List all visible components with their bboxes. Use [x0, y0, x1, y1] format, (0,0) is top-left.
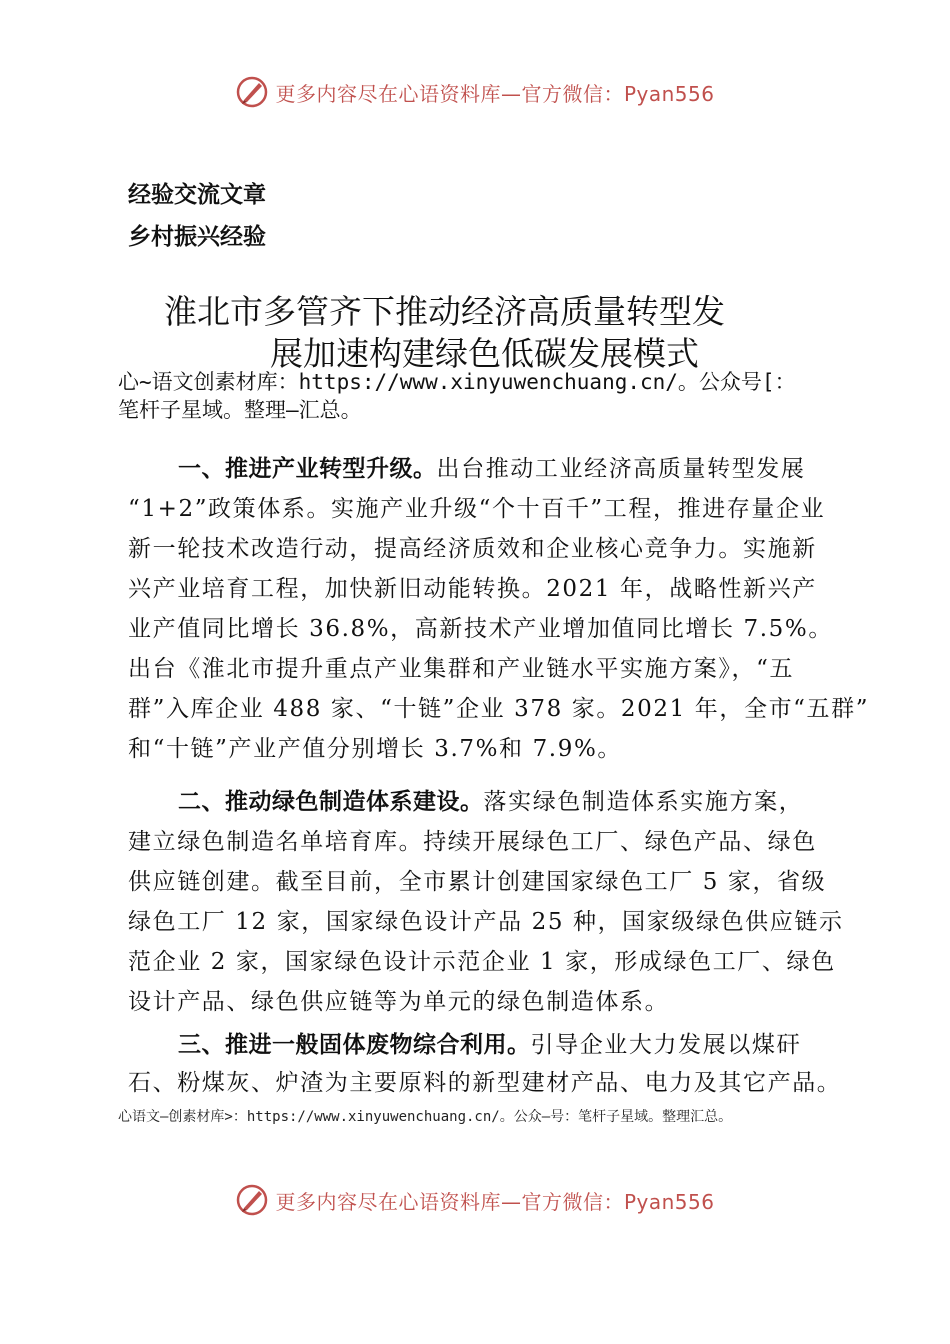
banner-text: 更多内容尽在心语资料库—官方微信：Pyan556 — [275, 1189, 715, 1214]
paragraph-line: 供应链创建。截至目前，全市累计创建国家绿色工厂 5 家，省级 — [128, 869, 827, 895]
section-heading: 二、推动绿色制造体系建设。 — [178, 789, 484, 815]
paragraph-line: “1+2”政策体系。实施产业升级“个十百千”工程，推进存量企业 — [128, 496, 826, 522]
header-banner — [0, 72, 950, 112]
paragraph-line: 和“十链”产业产值分别增长 3.7%和 7.9%。 — [128, 736, 623, 762]
paragraph-line: 建立绿色制造名单培育库。持续开展绿色工厂、绿色产品、绿色 — [128, 829, 817, 855]
paragraph-line: 新一轮技术改造行动，提高经济质效和企业核心竞争力。实施新 — [128, 536, 817, 562]
banner-text: 更多内容尽在心语资料库—官方微信：Pyan556 — [275, 81, 715, 106]
section-heading: 一、推进产业转型升级。 — [178, 456, 437, 482]
source-line-2: 笔杆子星域。整理—汇总。 — [118, 398, 362, 422]
category-label: 经验交流文章 — [128, 182, 266, 208]
paragraph-line: 出台《淮北市提升重点产业集群和产业链水平实施方案》，“五 — [128, 656, 795, 682]
page-title-line-1: 淮北市多管齐下推动经济高质量转型发 — [164, 292, 725, 331]
paragraph-line: 二、推动绿色制造体系建设。落实绿色制造体系实施方案， — [178, 789, 804, 815]
quill-icon — [235, 75, 269, 109]
paragraph-line: 兴产业培育工程，加快新旧动能转换。2021 年，战略性新兴产 — [128, 576, 817, 602]
paragraph-line: 石、粉煤灰、炉渣为主要原料的新型建材产品、电力及其它产品。 — [128, 1070, 842, 1096]
footer-source-line: 心语文—创素材库>：https://www.xinyuwenchuang.cn/。公众—号：笔杆子星域。整理汇总。 — [118, 1109, 733, 1125]
page-title-line-2: 展加速构建绿色低碳发展模式 — [270, 334, 699, 373]
paragraph-line: 一、推进产业转型升级。出台推动工业经济高质量转型发展 — [178, 456, 806, 482]
source-line-1: 心~语文创素材库：https://www.xinyuwenchuang.cn/。公众号[： — [118, 370, 796, 394]
paragraph-line: 绿色工厂 12 家，国家绿色设计产品 25 种，国家级绿色供应链示 — [128, 909, 844, 935]
footer-banner — [0, 1180, 950, 1220]
quill-icon — [235, 1183, 269, 1217]
paragraph-line: 业产值同比增长 36.8%，高新技术产业增加值同比增长 7.5%。 — [128, 616, 833, 642]
paragraph-line: 范企业 2 家，国家绿色设计示范企业 1 家，形成绿色工厂、绿色 — [128, 949, 836, 975]
section-heading: 三、推进一般固体废物综合利用。 — [178, 1032, 531, 1058]
paragraph-line: 三、推进一般固体废物综合利用。引导企业大力发展以煤矸 — [178, 1032, 802, 1058]
category-label: 乡村振兴经验 — [128, 224, 266, 250]
paragraph-line: 设计产品、绿色供应链等为单元的绿色制造体系。 — [128, 989, 670, 1015]
paragraph-line: 群”入库企业 488 家、“十链”企业 378 家。2021 年，全市“五群” — [128, 696, 870, 722]
